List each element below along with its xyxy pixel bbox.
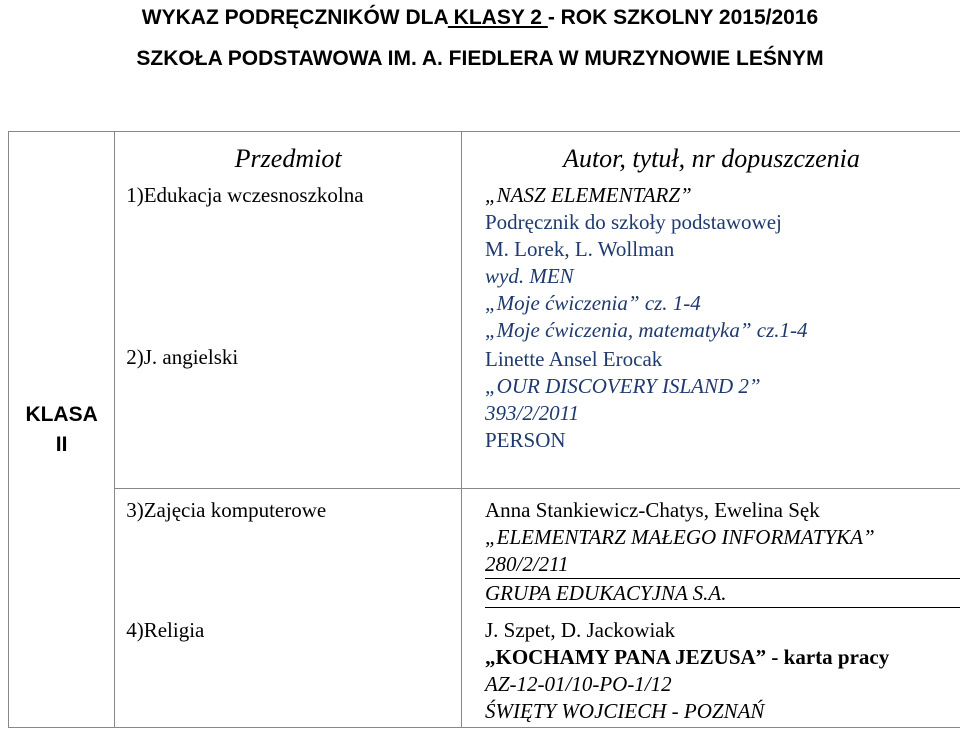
computers-authors: Anna Stankiewicz-Chatys, Ewelina Sęk [485,498,820,522]
author-cell-religion [462,613,960,728]
religion-book-title: „KOCHAMY PANA JEZUSA” - karta pracy [485,644,890,669]
book-description: Podręcznik do szkoły podstawowej [485,209,782,234]
textbook-table [8,131,960,728]
subject-angielski: 2)J. angielski [126,344,239,369]
subject-cell-group-1 [115,182,462,489]
subject-religia: 4)Religia [126,617,205,642]
religion-publisher: ŚWIĘTY WOJCIECH - POZNAŃ [485,698,765,723]
book-authors: M. Lorek, L. Wollman [485,236,675,261]
english-approval-number: 393/2/2011 [485,400,580,425]
class-cell [9,132,115,728]
religion-approval-number: AZ-12-01/10-PO-1/12 [485,671,672,696]
math-workbook-title: „Moje ćwiczenia, matematyka” cz.1-4 [485,317,808,342]
title-part-1: WYKAZ PODRĘCZNIKÓW DLA [141,6,448,29]
subject-edukacja: 1)Edukacja wczesnoszkolna [126,182,364,207]
divider-line [485,607,960,608]
column-header-author: Autor, tytuł, nr dopuszczenia [563,144,860,173]
computers-publisher: GRUPA EDUKACYJNA S.A. [485,581,727,605]
subject-zajecia-komputerowe: 3)Zajęcia komputerowe [126,498,327,522]
book-title: „NASZ ELEMENTARZ” [485,182,692,207]
school-name: SZKOŁA PODSTAWOWA IM. A. FIEDLERA W MURZYNOWIE LEŚNYM [136,47,824,70]
title-class-underlined: KLASY 2 [447,6,548,29]
title-school-year: - ROK SZKOLNY 2015/2016 [547,6,819,29]
header-subject-cell [115,132,462,182]
subject-cell-religion [115,613,462,728]
english-book-title: „OUR DISCOVERY ISLAND 2” [485,373,761,398]
english-authors: Linette Ansel Erocak [485,346,663,371]
document-title [0,6,960,30]
header-author-cell [462,132,960,182]
author-cell-computers [462,489,960,613]
religion-authors: J. Szpet, D. Jackowiak [485,617,676,642]
book-publisher: wyd. MEN [485,263,574,288]
author-cell-group-1 [462,182,960,489]
divider-line [485,578,960,579]
workbook-title: „Moje ćwiczenia” cz. 1-4 [485,290,701,315]
class-label: KLASA [25,402,98,426]
computers-approval-number: 280/2/211 [485,552,569,576]
class-number: II [55,432,68,456]
english-publisher: PERSON [485,427,566,452]
subject-cell-computers [115,489,462,613]
computers-book-title: „ELEMENTARZ MAŁEGO INFORMATYKA” [485,525,875,549]
column-header-subject: Przedmiot [234,144,342,173]
